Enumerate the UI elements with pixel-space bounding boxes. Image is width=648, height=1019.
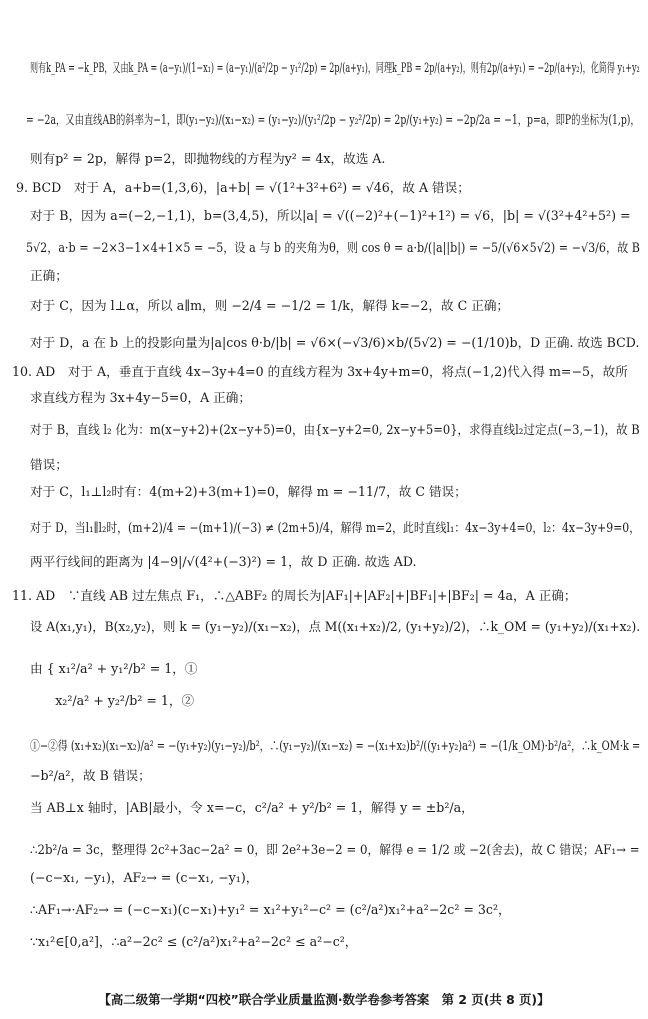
answer-line: 对于 D，a 在 b 上的投影向量为|a|cos θ·b/|b| = √6×(−√3/6)×b/(5√2) = −(1/10)b，D 正确. 故选 BCD. <box>30 335 640 350</box>
answer-line: ∴AF₁→·AF₂→ = (−c−x₁)(c−x₁)+y₁² = x₁²+y₁²−c² = (c²/a²)x₁²+a²−2c² = 3c²， <box>30 902 511 917</box>
answer-line: 对于 C，因为 l⊥α，所以 a∥m，则 −2/4 = −1/2 = 1/k，解得 k=−2，故 C 正确； <box>30 298 510 313</box>
answer-line: 当 AB⊥x 轴时，|AB|最小，令 x=−c，c²/a² + y²/b² = 1，解得 y = ±b²/a， <box>30 800 474 815</box>
answer-line: 9. BCD 对于 A，a+b=(1,3,6)，|a+b| = √(1²+3²+6²) = √46，故 A 错误； <box>16 180 470 195</box>
answer-line: −b²/a²，故 B 错误； <box>30 768 151 783</box>
answer-line: ∵x₁²∈[0,a²]，∴a²−2c² ≤ (c²/a²)x₁²+a²−2c² ≤ a²−c²， <box>30 934 358 949</box>
page-footer: 【高二级第一学期“四校”联合学业质量监测·数学卷参考答案 第 2 页(共 8 页)】 <box>98 992 550 1007</box>
answer-line: 10. AD 对于 A，垂直于直线 4x−3y+4=0 的直线方程为 3x+4y+m=0，将点(−1,2)代入得 m=−5，故所 <box>12 364 628 379</box>
answer-line: 对于 D，当l₁∥l₂时，(m+2)/4 = −(m+1)/(−3) ≠ (2m+5)/4，解得 m=2，此时直线l₁：4x−3y+4=0，l₂：4x−3y+9=0， <box>30 520 641 535</box>
answer-line: 错误； <box>30 457 68 472</box>
answer-line: 则有p² = 2p，解得 p=2，即抛物线的方程为y² = 4x，故选 A. <box>30 151 386 166</box>
answer-line: 由 { x₁²/a² + y₁²/b² = 1，① <box>30 661 198 676</box>
answer-line: 正确； <box>30 268 68 283</box>
answer-line: 对于 B，因为 a=(−2,−1,1)，b=(3,4,5)，所以|a| = √((−2)²+(−1)²+1²) = √6，|b| = √(3²+4²+5²) = <box>30 208 631 223</box>
answer-line: 设 A(x₁,y₁)，B(x₂,y₂)，则 k = (y₁−y₂)/(x₁−x₂)，点 M((x₁+x₂)/2, (y₁+y₂)/2)，∴k_OM = (y₁+y₂)/(x₁+x₂). <box>30 619 641 634</box>
answer-line: 则有k_PA = −k_PB，又由k_PA = (a−y₁)/(1−x₁) = (a−y₁)/(a²/2p − y₁²/2p) = 2p/(a+y₁)，同理k_PB = 2p/(a+y₂)，则有2p/(a+y₁) = −2p/(a+y₂)，化简得 y₁+y₂ <box>30 60 640 75</box>
answer-line: 求直线方程为 3x+4y−5=0，A 正确； <box>30 390 251 405</box>
answer-line: 两平行线间的距离为 |4−9|/√(4²+(−3)²) = 1，故 D 正确. 故选 AD. <box>30 554 417 569</box>
answer-line: 11. AD ∵直线 AB 过左焦点 F₁，∴△ABF₂ 的周长为|AF₁|+|AF₂|+|BF₁|+|BF₂| = 4a，A 正确； <box>12 588 577 603</box>
answer-line: x₂²/a² + y₂²/b² = 1，② <box>30 693 195 708</box>
answer-line: (−c−x₁, −y₁)，AF₂→ = (c−x₁, −y₁)， <box>30 870 259 885</box>
answer-line: ∴2b²/a = 3c，整理得 2c²+3ac−2a² = 0，即 2e²+3e−2 = 0，解得 e = 1/2 或 −2(舍去)，故 C 错误；AF₁→ = <box>30 842 640 857</box>
answer-line: 对于 C，l₁⊥l₂时有：4(m+2)+3(m+1)=0，解得 m = −11/7，故 C 错误； <box>30 484 467 499</box>
answer-line: = −2a，又由直线AB的斜率为−1，即(y₁−y₂)/(x₁−x₂) = (y₁−y₂)/(y₁²/2p − y₂²/2p) = 2p/(y₁+y₂) = −2p/2a = −1，p=a，即P的坐标为(1,p)， <box>26 112 640 127</box>
answer-line: 对于 B，直线 l₂ 化为：m(x−y+2)+(2x−y+5)=0，由{x−y+2=0, 2x−y+5=0}，求得直线l₂过定点(−3,−1)，故 B <box>30 422 640 437</box>
answer-line: 5√2，a·b = −2×3−1×4+1×5 = −5，设 a 与 b 的夹角为θ，则 cos θ = a·b/(|a||b|) = −5/(√6×5√2) = −√3/6，故 B <box>26 240 640 255</box>
answer-line: ①−②得 (x₁+x₂)(x₁−x₂)/a² = −(y₁+y₂)(y₁−y₂)/b²，∴(y₁−y₂)/(x₁−x₂) = −(x₁+x₂)b²/((y₁+y₂)a²) = −(1/k_OM)·b²/a²，∴k_OM·k = <box>30 738 641 753</box>
